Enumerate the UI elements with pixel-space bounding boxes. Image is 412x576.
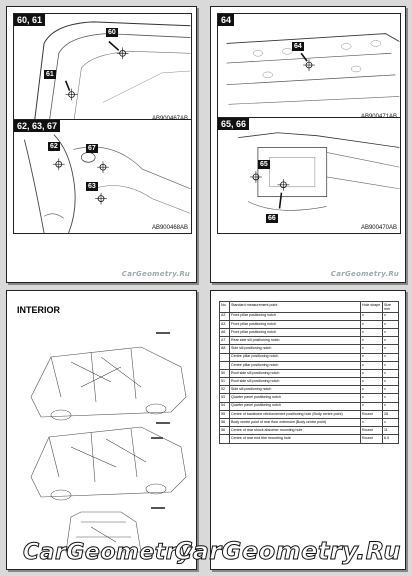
table-row bbox=[220, 394, 399, 402]
table-cell: Rear side sill positioning notch bbox=[230, 337, 361, 345]
table-cell: A3 bbox=[220, 320, 230, 328]
table-row bbox=[220, 369, 399, 377]
watermark-logo: CarGeometry.Ru bbox=[174, 537, 401, 565]
table-cell: x bbox=[383, 345, 399, 353]
callout-60: 60 bbox=[108, 29, 116, 36]
table-cell: x bbox=[361, 345, 383, 353]
figure-65-66 bbox=[217, 117, 401, 234]
table-cell: x bbox=[383, 361, 399, 369]
table-cell: x bbox=[383, 320, 399, 328]
table-row bbox=[220, 353, 399, 361]
doc-page-3 bbox=[6, 290, 197, 570]
table-cell: Body centre point of rear floor extension (Body centre point) bbox=[230, 419, 361, 427]
table-cell: Centre pillar positioning notch bbox=[230, 361, 361, 369]
watermark: CarGeometry.Ru bbox=[330, 270, 399, 278]
figure-62-63-67 bbox=[13, 119, 192, 234]
table-row bbox=[220, 386, 399, 394]
col-header: Size mm bbox=[383, 302, 399, 313]
table-cell: A3 bbox=[220, 312, 230, 320]
table-cell: Side sill positioning notch bbox=[230, 345, 361, 353]
col-header: Hole shape bbox=[361, 302, 383, 313]
watermark-logo: CarGeometry bbox=[23, 540, 192, 565]
table-cell: 54 bbox=[220, 402, 230, 410]
callout-61: 61 bbox=[46, 71, 54, 78]
table-cell: Centre pillar positioning notch bbox=[230, 353, 361, 361]
table-cell: 56 bbox=[220, 427, 230, 435]
table-cell: Round bbox=[361, 410, 383, 418]
table-cell: x bbox=[361, 394, 383, 402]
figure-tag: 60, 61 bbox=[14, 14, 45, 26]
table-cell: Roof side sill positioning notch bbox=[230, 378, 361, 386]
table-cell: x bbox=[383, 402, 399, 410]
table-row bbox=[220, 378, 399, 386]
table-cell: 51 bbox=[220, 378, 230, 386]
figure-60-61 bbox=[13, 13, 192, 125]
callout-62: 62 bbox=[50, 143, 58, 150]
table-cell: x bbox=[383, 353, 399, 361]
table-cell: 6.5 bbox=[383, 435, 399, 443]
table-cell: Round bbox=[361, 427, 383, 435]
table-row bbox=[220, 361, 399, 369]
table-cell: x bbox=[361, 320, 383, 328]
figure-64 bbox=[217, 13, 401, 123]
table-header-row bbox=[220, 302, 399, 313]
callout-63: 63 bbox=[88, 183, 96, 190]
table-cell: x bbox=[361, 328, 383, 336]
callout-64: 64 bbox=[294, 43, 302, 50]
table-row bbox=[220, 419, 399, 427]
table-cell: x bbox=[361, 361, 383, 369]
table-cell: Centre of rear end trim mounting hole bbox=[230, 435, 361, 443]
table-cell: Front pillar positioning notch bbox=[230, 320, 361, 328]
table-body bbox=[220, 312, 399, 443]
callout-65: 65 bbox=[260, 161, 268, 168]
table-cell: x bbox=[361, 386, 383, 394]
table-cell: x bbox=[361, 378, 383, 386]
col-header: No. bbox=[220, 302, 230, 313]
table-cell: 28 bbox=[383, 410, 399, 418]
table-cell: x bbox=[383, 378, 399, 386]
table-cell: x bbox=[361, 419, 383, 427]
doc-page-2 bbox=[210, 6, 406, 283]
table-cell: Round bbox=[361, 435, 383, 443]
table-cell: Roof side sill positioning notch bbox=[230, 369, 361, 377]
table-cell: x bbox=[383, 312, 399, 320]
doc-page-4 bbox=[174, 290, 406, 570]
table-row bbox=[220, 320, 399, 328]
callout-67: 67 bbox=[88, 145, 96, 152]
doc-page-1 bbox=[6, 6, 197, 283]
body-illustration bbox=[218, 118, 400, 233]
table-cell: 56 bbox=[220, 419, 230, 427]
table-row bbox=[220, 337, 399, 345]
interior-body-diagrams bbox=[21, 327, 191, 555]
table-cell: 11 bbox=[383, 427, 399, 435]
table-cell: Quarter panel positioning notch bbox=[230, 394, 361, 402]
table-cell: x bbox=[361, 312, 383, 320]
table-cell: x bbox=[383, 386, 399, 394]
figure-tag: 62, 63, 67 bbox=[14, 120, 60, 132]
table-cell: Quarter panel positioning notch bbox=[230, 402, 361, 410]
table-cell: 50 bbox=[220, 369, 230, 377]
table-cell bbox=[220, 361, 230, 369]
table-cell: 55 bbox=[220, 410, 230, 418]
figure-code: AB900468AB bbox=[151, 225, 188, 231]
table-row bbox=[220, 410, 399, 418]
table-cell: Front pillar positioning notch bbox=[230, 312, 361, 320]
table-cell: x bbox=[383, 394, 399, 402]
table-cell: 52 bbox=[220, 386, 230, 394]
table-cell: Side sill positioning notch bbox=[230, 386, 361, 394]
table-cell: x bbox=[383, 419, 399, 427]
section-title: INTERIOR bbox=[17, 305, 61, 315]
body-illustration bbox=[14, 120, 191, 233]
table-cell: 53 bbox=[220, 394, 230, 402]
table-row bbox=[220, 427, 399, 435]
table-cell: x bbox=[361, 402, 383, 410]
table-cell: x bbox=[361, 337, 383, 345]
figure-tag: 64 bbox=[218, 14, 234, 26]
table-row bbox=[220, 328, 399, 336]
table-cell: x bbox=[361, 369, 383, 377]
watermark: CarGeometry.Ru bbox=[121, 270, 190, 278]
table-cell: Front pillar positioning notch bbox=[230, 328, 361, 336]
figure-tag: 65, 66 bbox=[218, 118, 249, 130]
table-cell: x bbox=[361, 353, 383, 361]
table-cell: A7 bbox=[220, 337, 230, 345]
measurement-table bbox=[219, 301, 399, 444]
col-header: Standard measurement point bbox=[230, 302, 361, 313]
table-cell: Centre of backbone reinforcement positioning hole (Body centre point) bbox=[230, 410, 361, 418]
table-row bbox=[220, 345, 399, 353]
body-illustration bbox=[14, 14, 191, 124]
table-cell: A6 bbox=[220, 328, 230, 336]
table-cell: x bbox=[383, 328, 399, 336]
table-cell: x bbox=[383, 337, 399, 345]
figure-code: AB900470AB bbox=[360, 225, 397, 231]
table-cell bbox=[220, 353, 230, 361]
callout-66: 66 bbox=[268, 215, 276, 222]
table-cell: A8 bbox=[220, 345, 230, 353]
figure-code: AB900471AB bbox=[360, 114, 397, 120]
table-cell: x bbox=[383, 369, 399, 377]
table-cell bbox=[220, 435, 230, 443]
body-illustration bbox=[218, 14, 400, 122]
table-row bbox=[220, 435, 399, 443]
figure-code: AB900467AB bbox=[151, 116, 188, 122]
table-row bbox=[220, 312, 399, 320]
table-cell: Centre of rear shock absorber mounting hole bbox=[230, 427, 361, 435]
table-row bbox=[220, 402, 399, 410]
